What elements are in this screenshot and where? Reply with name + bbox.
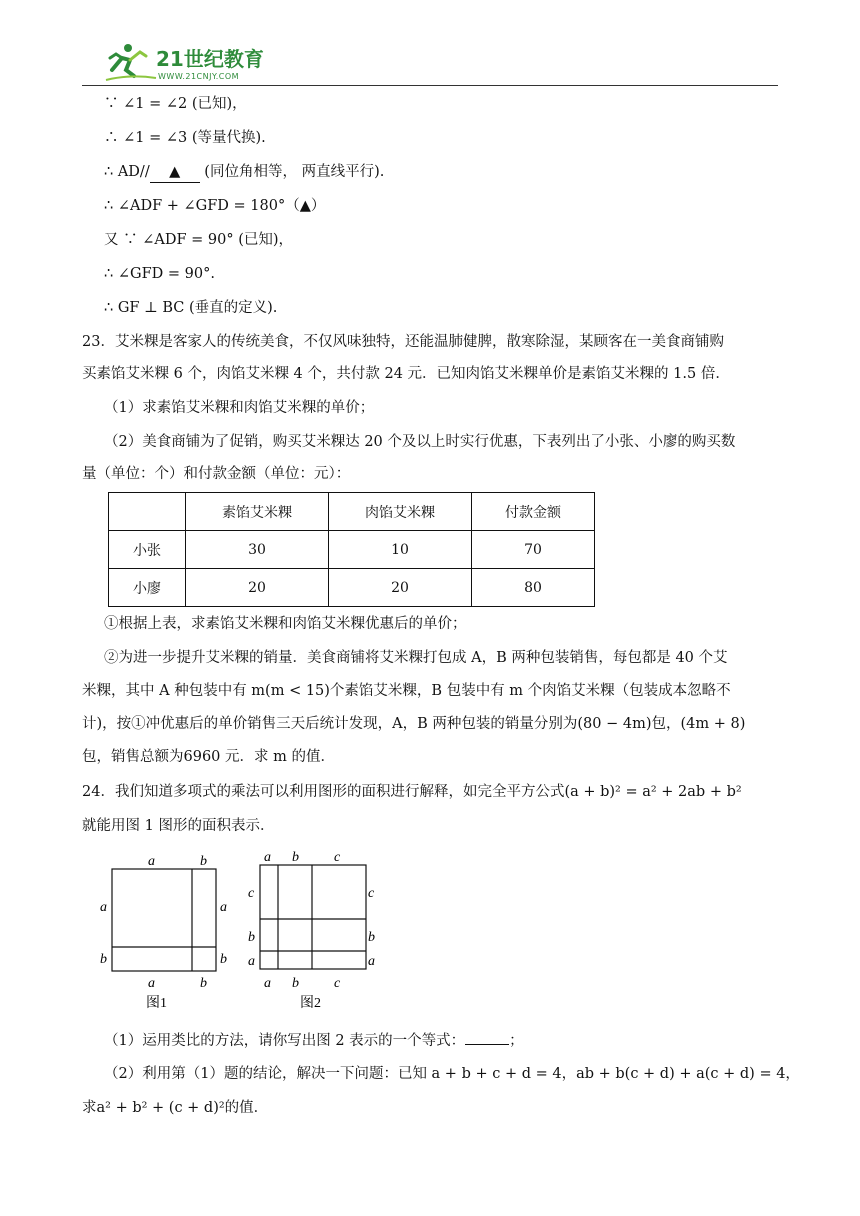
proof-line-3-reason: (同位角相等， 两直线平行).	[199, 164, 385, 180]
fig1-label: a	[148, 976, 155, 991]
figure-1	[100, 854, 227, 1011]
proof-line-7: ∴ GF ⊥ BC (垂直的定义).	[104, 300, 278, 316]
q24-sub-1-end: ；	[509, 1033, 524, 1049]
q24-sub-1-text: （1）运用类比的方法，请你写出图 2 表示的一个等式：	[104, 1033, 466, 1049]
proof-line-5: 又 ∵ ∠ADF = 90° (已知)，	[104, 232, 294, 248]
area-figures	[90, 845, 400, 1017]
header-rule	[82, 85, 778, 86]
fig2-label: b	[292, 976, 299, 991]
figure-2	[248, 850, 375, 1011]
q23-part-1: ①根据上表，求素馅艾米粿和肉馅艾米粿优惠后的单价；	[104, 616, 467, 632]
fig2-label: c	[368, 886, 375, 901]
fig2-label: a	[264, 976, 271, 991]
table-header-cell: 素馅艾米粿	[186, 493, 329, 531]
table-cell: 30	[186, 531, 329, 569]
fig1-label: b	[220, 952, 227, 967]
table-header-cell: 付款金额	[472, 493, 595, 531]
table-row	[109, 569, 595, 607]
proof-line-6: ∴ ∠GFD = 90°.	[104, 266, 215, 282]
q23-line-2: 买素馅艾米粿 6 个，肉馅艾米粿 4 个，共付款 24 元．已知肉馅艾米粿单价是素馅艾米粿的 1.5 倍．	[82, 366, 730, 382]
table-cell: 10	[329, 531, 472, 569]
logo	[100, 40, 270, 84]
fig2-label: b	[248, 930, 255, 945]
proof-line-1: ∵ ∠1 = ∠2 (已知)，	[104, 96, 247, 112]
fig2-label: c	[334, 976, 341, 991]
q23-sub-2-line-1: （2）美食商铺为了促销，购买艾米粿达 20 个及以上时实行优惠，下表列出了小张、小廖的购买数	[104, 434, 736, 450]
q23-part-2-line-4: 包，销售总额为6960 元．求 m 的值．	[82, 749, 335, 765]
runner-icon	[106, 44, 156, 80]
fig2-label: b	[368, 930, 375, 945]
fig2-label: a	[368, 954, 375, 969]
fig1-label: b	[100, 952, 107, 967]
proof-line-3-text: ∴ AD//	[104, 164, 150, 180]
q23-part-2-line-1: ②为进一步提升艾米粿的销量．美食商铺将艾米粿打包成 A，B 两种包装销售，每包都是 40 个艾	[104, 650, 728, 666]
fig1-label: a	[220, 900, 227, 915]
table-cell: 20	[329, 569, 472, 607]
fig1-label: a	[100, 900, 107, 915]
fig2-label: a	[264, 850, 271, 865]
table-cell: 20	[186, 569, 329, 607]
table-cell: 80	[472, 569, 595, 607]
q24-line-2: 就能用图 1 图形的面积表示．	[82, 818, 275, 834]
fig2-label: a	[248, 954, 255, 969]
proof-line-2: ∴ ∠1 = ∠3 (等量代换).	[104, 130, 266, 146]
answer-blank	[465, 1030, 509, 1045]
table-row	[109, 531, 595, 569]
table-cell: 小廖	[109, 569, 186, 607]
table-cell: 70	[472, 531, 595, 569]
q23-part-2-line-3: 计)，按①冲优惠后的单价销售三天后统计发现，A，B 两种包装的销量分别为(80 − 4m)包，(4m + 8)	[82, 716, 746, 732]
table-cell: 小张	[109, 531, 186, 569]
q23-line-1: 23．艾米粿是客家人的传统美食，不仅风味独特，还能温肺健脾，散寒除湿，某顾客在一美食商铺购	[82, 334, 724, 350]
fig2-caption: 图2	[300, 996, 321, 1011]
answer-blank: ▲	[150, 162, 200, 183]
q24-line-1: 24．我们知道多项式的乘法可以利用图形的面积进行解释，如完全平方公式(a + b)² = a² + 2ab + b²	[82, 784, 742, 800]
proof-line-3	[104, 162, 384, 183]
fig1-label: b	[200, 854, 207, 869]
proof-line-4: ∴ ∠ADF + ∠GFD = 180°（▲）	[104, 198, 326, 214]
fig1-label: b	[200, 976, 207, 991]
q24-sub-2-line-1: （2）利用第（1）题的结论，解决一下问题：已知 a + b + c + d = 4，ab + b(c + d) + a(c + d) = 4，	[104, 1066, 800, 1082]
svg-text:WWW.21CNJY.COM: WWW.21CNJY.COM	[158, 72, 240, 81]
fig1-caption: 图1	[146, 996, 167, 1011]
price-table	[108, 492, 595, 607]
q23-sub-1: （1）求素馅艾米粿和肉馅艾米粿的单价；	[104, 400, 375, 416]
q24-sub-1	[104, 1030, 524, 1051]
table-header-row	[109, 493, 595, 531]
q24-sub-2-line-2: 求a² + b² + (c + d)²的值．	[82, 1100, 269, 1116]
fig2-label: c	[248, 886, 255, 901]
svg-text:21世纪教育: 21世纪教育	[156, 47, 264, 71]
fig2-label: c	[334, 850, 341, 865]
table-header-cell: 肉馅艾米粿	[329, 493, 472, 531]
q23-part-2-line-2: 米粿，其中 A 种包装中有 m(m < 15)个素馅艾米粿，B 包装中有 m 个肉馅艾米粿（包装成本忽略不	[82, 683, 731, 699]
fig2-label: b	[292, 850, 299, 865]
fig1-label: a	[148, 854, 155, 869]
table-header-cell	[109, 493, 186, 531]
q23-sub-2-line-2: 量（单位：个）和付款金额（单位：元）：	[82, 466, 351, 482]
